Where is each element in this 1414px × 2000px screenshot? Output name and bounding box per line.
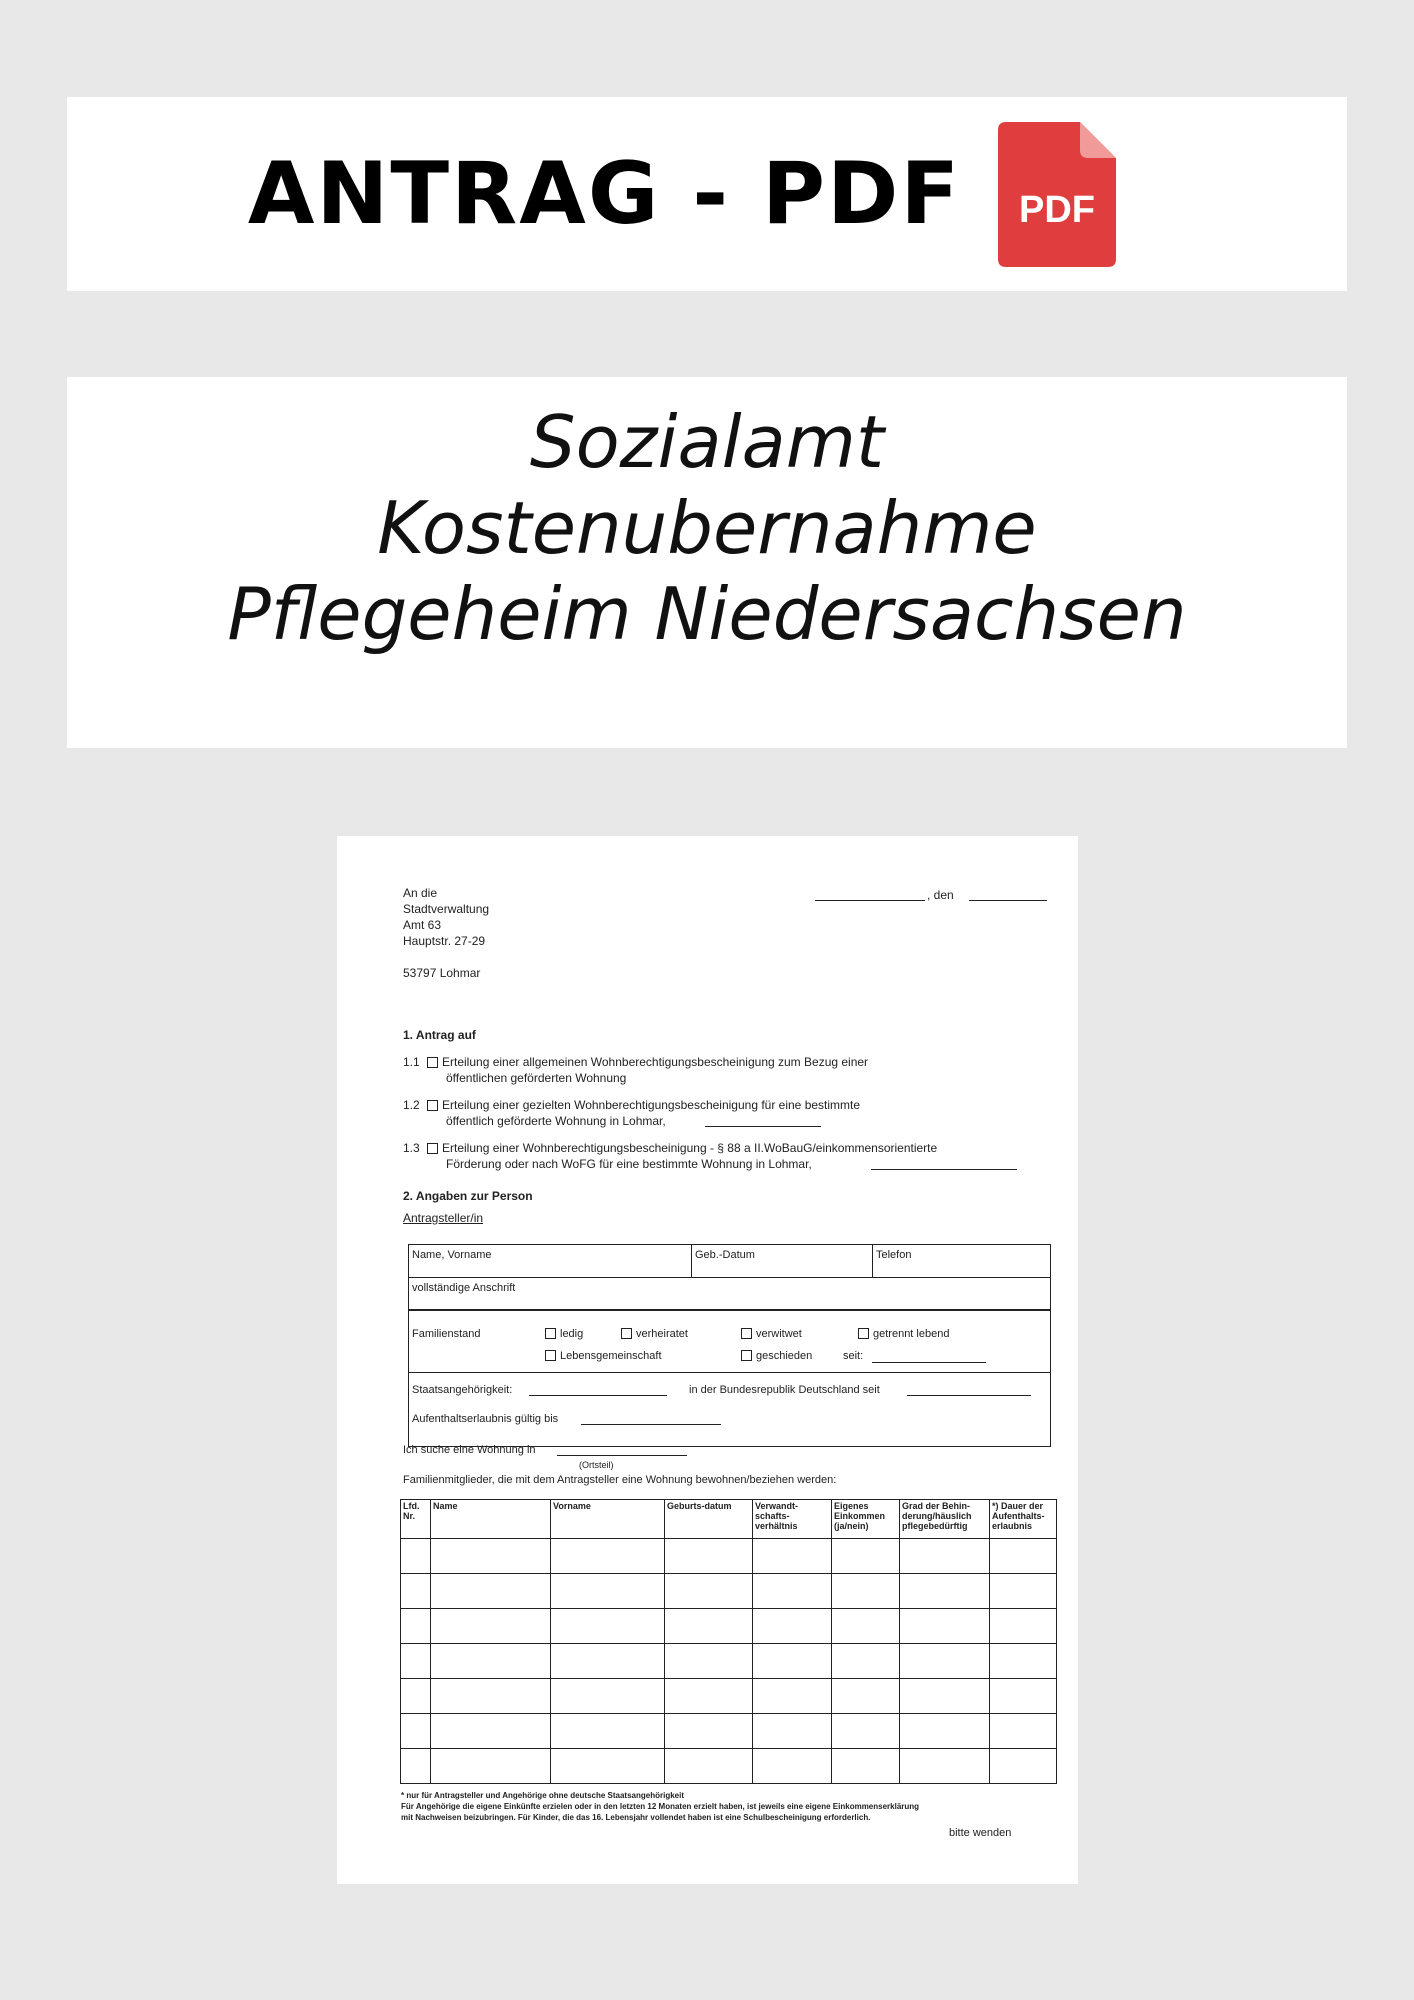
place-line	[815, 900, 925, 901]
fill-line	[529, 1395, 667, 1396]
table-row	[401, 1714, 1057, 1749]
search-sub: (Ortsteil)	[579, 1460, 614, 1470]
field-label: vollständige Anschrift	[412, 1282, 516, 1294]
field-label: Aufenthaltserlaubnis gültig bis	[412, 1413, 559, 1425]
item-number: 1.3	[403, 1141, 420, 1155]
item-text: Förderung oder nach WoFG für eine bestimmte Wohnung in Lohmar,	[446, 1157, 812, 1171]
checkbox	[858, 1328, 869, 1339]
divider	[408, 1372, 1051, 1373]
footnote: mit Nachweisen beizubringen. Für Kinder, die das 16. Lebensjahr vollendet haben ist eine Schulbescheinigung erforderlich.	[401, 1813, 871, 1822]
column-header: Lfd. Nr.	[401, 1500, 431, 1539]
option: verheiratet	[621, 1327, 688, 1341]
address-line: An die	[403, 886, 438, 900]
item-text: Erteilung einer Wohnberechtigungsbescheinigung - § 88 a II.WoBauG/einkommensorientierte	[427, 1141, 937, 1155]
table-row	[401, 1574, 1057, 1609]
column-header: Vorname	[551, 1500, 665, 1539]
members-label: Familienmitglieder, die mit dem Antragsteller eine Wohnung bewohnen/beziehen werden:	[403, 1474, 837, 1486]
item-number: 1.2	[403, 1098, 420, 1112]
column-header: Geburts-datum	[665, 1500, 753, 1539]
subtitle-line: Sozialamt	[529, 400, 885, 484]
form-preview	[337, 836, 1078, 1884]
table-row	[401, 1749, 1057, 1784]
column-header: Verwandt-schafts-verhältnis	[753, 1500, 832, 1539]
applicant-label: Antragsteller/in	[403, 1211, 484, 1225]
checkbox	[545, 1328, 556, 1339]
column-header: *) Dauer der Aufenthalts-erlaubnis	[990, 1500, 1057, 1539]
item-text: öffentlichen geförderten Wohnung	[446, 1071, 627, 1085]
field-label: Telefon	[876, 1249, 912, 1261]
fill-line	[557, 1455, 687, 1456]
table-row	[401, 1679, 1057, 1714]
checkbox	[545, 1350, 556, 1361]
item-text: Erteilung einer allgemeinen Wohnberechtigungsbescheinigung zum Bezug einer	[427, 1055, 868, 1069]
checkbox	[427, 1057, 438, 1068]
table-row	[401, 1609, 1057, 1644]
field-label: Name, Vorname	[412, 1249, 492, 1261]
pdf-icon-label: PDF	[1019, 189, 1095, 231]
turn-note: bitte wenden	[949, 1827, 1012, 1839]
field-label: Familienstand	[412, 1328, 481, 1340]
postal-code: 53797 Lohmar	[403, 966, 481, 980]
footnote: * nur für Antragsteller und Angehörige ohne deutsche Staatsangehörigkeit	[401, 1791, 684, 1800]
checkbox	[621, 1328, 632, 1339]
column-header: Name	[431, 1500, 551, 1539]
fill-line	[872, 1362, 986, 1363]
status-box	[408, 1310, 1051, 1447]
members-table	[400, 1499, 1057, 1784]
option: getrennt lebend	[858, 1327, 949, 1341]
fill-line	[871, 1169, 1017, 1170]
column-header: Grad der Behin-derung/häuslich pflegebedürftig	[900, 1500, 990, 1539]
column-header: Eigenes Einkommen (ja/nein)	[832, 1500, 900, 1539]
option: Lebensgemeinschaft	[545, 1349, 662, 1363]
option-label: seit:	[843, 1350, 864, 1362]
section-title: 1. Antrag auf	[403, 1028, 476, 1042]
item-text: öffentlich geförderte Wohnung in Lohmar,	[446, 1114, 666, 1128]
subtitle-line: Kostenubernahme	[377, 486, 1037, 570]
date-label: , den	[927, 888, 954, 902]
option: ledig	[545, 1327, 583, 1341]
search-label: Ich suche eine Wohnung in	[403, 1444, 536, 1456]
field-label: Staatsangehörigkeit:	[412, 1384, 513, 1396]
item-text: Erteilung einer gezielten Wohnberechtigungsbescheinigung für eine bestimmte	[427, 1098, 860, 1112]
address-line: Stadtverwaltung	[403, 902, 490, 916]
subtitle-banner	[67, 377, 1347, 748]
subtitle	[67, 399, 1347, 657]
fill-line	[907, 1395, 1031, 1396]
section-title: 2. Angaben zur Person	[403, 1189, 533, 1203]
title-banner	[67, 97, 1347, 291]
fill-line	[705, 1126, 821, 1127]
address-line: Hauptstr. 27-29	[403, 934, 486, 948]
option: verwitwet	[741, 1327, 802, 1341]
footnote: Für Angehörige die eigene Einkünfte erzielen oder in den letzten 12 Monaten erzielt haben, ist jeweils eine eigene Einkommenserklärung	[401, 1802, 920, 1811]
table-header-row	[401, 1500, 1057, 1539]
subtitle-line: Pflegeheim Niedersachsen	[227, 572, 1187, 656]
table-row	[401, 1539, 1057, 1574]
fill-line	[581, 1424, 721, 1425]
item-number: 1.1	[403, 1055, 420, 1069]
date-line	[969, 900, 1047, 901]
table-row	[401, 1644, 1057, 1679]
divider	[408, 1277, 1051, 1278]
field-label: Geb.-Datum	[695, 1249, 755, 1261]
field-label: in der Bundesrepublik Deutschland seit	[689, 1384, 880, 1396]
address-line: Amt 63	[403, 918, 442, 932]
checkbox	[427, 1100, 438, 1111]
pdf-icon	[998, 122, 1116, 267]
option: geschieden	[741, 1349, 812, 1363]
page-title: ANTRAG - PDF	[247, 144, 962, 244]
divider	[691, 1244, 692, 1277]
checkbox	[427, 1143, 438, 1154]
checkbox	[741, 1328, 752, 1339]
checkbox	[741, 1350, 752, 1361]
divider	[872, 1244, 873, 1277]
